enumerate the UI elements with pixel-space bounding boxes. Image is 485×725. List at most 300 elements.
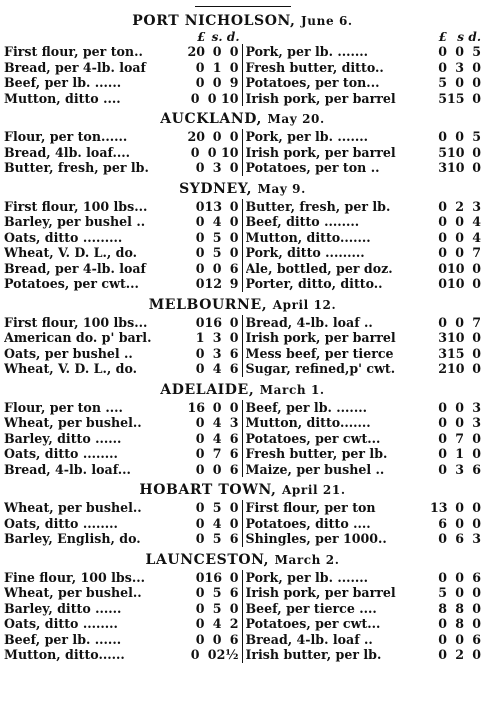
- commodity-label: Butter, fresh, per lb.: [245, 198, 391, 214]
- price-row: [4, 160, 239, 176]
- price-shillings: 0: [212, 631, 222, 647]
- price-shillings: 8: [455, 616, 464, 631]
- price-row: [246, 60, 482, 76]
- commodity-label: Beef, per lb. ......: [4, 75, 122, 90]
- section-place: HOBART TOWN,: [139, 482, 277, 498]
- commodity-label: Potatoes, per ton ..: [245, 160, 380, 175]
- price-shillings: 7: [455, 430, 464, 446]
- commodity-label: American do. p' barl.: [4, 330, 152, 345]
- price-pounds: 5: [438, 90, 447, 106]
- market-section: [4, 480, 481, 547]
- price-shillings: 15: [447, 90, 465, 106]
- price-row: [4, 570, 239, 586]
- price-row: [4, 145, 239, 161]
- price-shillings: 0: [455, 44, 464, 59]
- commodity-label: Beef, per lb. ......: [4, 631, 122, 647]
- price-pence: 0: [472, 59, 481, 75]
- price-column-left: [4, 570, 243, 663]
- price-pence: 0: [472, 500, 481, 515]
- price-pounds: 0: [195, 75, 205, 90]
- price-pounds: 0: [195, 569, 205, 585]
- commodity-label: Fresh butter, per lb.: [245, 446, 388, 461]
- commodity-label: Beef, per lb. .......: [245, 399, 367, 415]
- price-pounds: 0: [438, 430, 447, 446]
- price-pounds: 0: [195, 446, 205, 461]
- price-shillings: 0: [455, 631, 464, 647]
- commodity-label: Oats, ditto .........: [4, 229, 123, 245]
- price-pence: 0: [229, 160, 239, 175]
- section-date: April 12.: [272, 297, 337, 312]
- price-row: [246, 616, 482, 632]
- price-pence: 0: [472, 446, 481, 461]
- price-pounds: 20: [187, 44, 206, 59]
- price-column-right: [243, 570, 482, 663]
- price-column-left: [4, 44, 243, 106]
- price-pounds: 3: [438, 345, 447, 361]
- price-shillings: 4: [212, 515, 222, 531]
- price-row: [4, 616, 239, 632]
- price-shillings: 5: [212, 585, 222, 600]
- price-pence: 0: [229, 129, 239, 144]
- price-row: [4, 230, 239, 246]
- price-pence: 0: [472, 600, 481, 616]
- price-shillings: 0: [212, 44, 222, 59]
- price-pounds: 0: [190, 647, 200, 662]
- commodity-label: Bread, 4-lb. loaf ..: [245, 314, 373, 330]
- price-pence: 0: [472, 616, 481, 631]
- price-shillings: 0: [455, 229, 464, 245]
- price-row: [4, 531, 239, 547]
- price-rows: [4, 44, 481, 106]
- price-pence: 3: [472, 415, 481, 430]
- section-heading: [4, 380, 481, 400]
- price-pence: 2: [229, 616, 239, 631]
- price-column-right: [243, 400, 482, 478]
- price-column-left: [4, 129, 243, 176]
- price-row: [246, 91, 482, 107]
- price-pence: 6: [229, 531, 239, 546]
- price-pounds: 0: [195, 276, 205, 291]
- price-shillings: 0: [212, 129, 222, 144]
- commodity-label: Shingles, per 1000..: [245, 531, 387, 546]
- price-row: [4, 446, 239, 462]
- price-row: [4, 500, 239, 516]
- price-pence: 0: [229, 500, 239, 515]
- price-pence: 6: [229, 631, 239, 647]
- commodity-label: Barley, per bushel ..: [4, 214, 146, 229]
- price-shillings: 0: [207, 647, 217, 662]
- price-shillings: 10: [447, 330, 465, 345]
- units-left: [4, 31, 243, 44]
- price-row: [246, 531, 482, 547]
- commodity-label: Oats, ditto ........: [4, 515, 118, 531]
- section-heading: [4, 550, 481, 570]
- price-pounds: 16: [187, 399, 206, 415]
- price-row: [246, 462, 482, 478]
- price-pence: 0: [472, 260, 481, 276]
- price-pounds: 0: [195, 59, 205, 75]
- price-row: [246, 145, 482, 161]
- unit-pound: £: [438, 30, 447, 44]
- price-pence: 0: [472, 430, 481, 446]
- price-rows: [4, 199, 481, 292]
- price-shillings: 15: [447, 345, 465, 361]
- price-pounds: 0: [195, 229, 205, 245]
- units-right: [243, 31, 482, 44]
- price-pounds: 8: [438, 600, 447, 616]
- price-row: [246, 346, 482, 362]
- price-shillings: 5: [212, 229, 222, 245]
- market-section: [4, 11, 481, 106]
- price-row: [246, 516, 482, 532]
- section-place: PORT NICHOLSON,: [132, 13, 296, 29]
- commodity-label: Flour, per ton ....: [4, 399, 123, 415]
- price-pence: 0: [229, 600, 239, 616]
- price-shillings: 0: [455, 569, 464, 585]
- price-pence: 6: [229, 461, 239, 477]
- price-pounds: 0: [438, 276, 447, 291]
- price-row: [4, 415, 239, 431]
- commodity-label: Mess beef, per tierce: [245, 345, 394, 361]
- price-pounds: 0: [190, 90, 200, 106]
- commodity-label: Potatoes, per ton...: [245, 75, 380, 90]
- price-rows: [4, 129, 481, 176]
- commodity-label: Potatoes, per cwt...: [245, 616, 381, 631]
- price-rows: [4, 400, 481, 478]
- price-shillings: 3: [212, 345, 222, 361]
- price-shillings: 0: [207, 90, 217, 106]
- price-shillings: 16: [204, 314, 223, 330]
- price-row: [246, 500, 482, 516]
- commodity-label: Potatoes, per cwt...: [245, 430, 381, 446]
- commodity-label: Oats, ditto ........: [4, 446, 118, 461]
- price-shillings: 2: [455, 647, 464, 662]
- price-shillings: 10: [447, 361, 465, 376]
- commodity-label: Maize, per bushel ..: [245, 461, 385, 477]
- price-row: [4, 361, 239, 377]
- price-pounds: 0: [195, 345, 205, 361]
- price-pounds: 0: [195, 361, 205, 376]
- section-date: April 21.: [282, 483, 346, 497]
- price-row: [4, 315, 239, 331]
- price-shillings: 4: [212, 430, 222, 446]
- price-row: [246, 160, 482, 176]
- price-pence: 0: [229, 59, 239, 75]
- top-rule: [195, 6, 291, 7]
- price-shillings: 1: [455, 446, 464, 461]
- price-pounds: 0: [438, 245, 447, 260]
- unit-pence: d.: [468, 30, 481, 44]
- price-pounds: 0: [438, 616, 447, 631]
- price-shillings: 2: [455, 198, 464, 214]
- market-section: [4, 550, 481, 663]
- price-row: [246, 415, 482, 431]
- commodity-label: Irish pork, per barrel: [245, 90, 396, 106]
- price-row: [246, 647, 482, 663]
- commodity-label: Pork, per lb. .......: [245, 129, 369, 144]
- commodity-label: Fresh butter, ditto..: [245, 59, 384, 75]
- section-heading: [4, 295, 481, 315]
- price-pounds: 0: [438, 44, 447, 59]
- price-shillings: 4: [212, 616, 222, 631]
- price-pounds: 0: [195, 160, 205, 175]
- section-date: June 6.: [301, 14, 353, 28]
- price-pence: 2½: [216, 647, 239, 662]
- price-row: [4, 245, 239, 261]
- price-pence: 0: [229, 198, 239, 214]
- commodity-label: Irish pork, per barrel: [245, 144, 396, 160]
- price-pounds: 0: [190, 144, 200, 160]
- price-pence: 0: [472, 647, 481, 662]
- price-pence: 5: [472, 44, 481, 59]
- price-pounds: 1: [195, 330, 205, 345]
- price-column-right: [243, 500, 482, 547]
- price-row: [246, 276, 482, 292]
- price-pence: 0: [472, 75, 481, 90]
- price-pence: 0: [229, 399, 239, 415]
- section-place: MELBOURNE,: [148, 296, 268, 313]
- commodity-label: First flour, 100 lbs...: [4, 314, 148, 330]
- price-row: [246, 431, 482, 447]
- price-rows: [4, 500, 481, 547]
- price-pence: 9: [229, 75, 239, 90]
- price-pounds: 0: [438, 647, 447, 662]
- price-pounds: 0: [195, 616, 205, 631]
- market-section: [4, 109, 481, 176]
- price-shillings: 0: [455, 585, 464, 600]
- currency-units-header: [4, 31, 481, 44]
- commodity-label: Mutton, ditto.......: [245, 229, 371, 245]
- price-pence: 0: [229, 245, 239, 260]
- price-pence: 0: [472, 361, 481, 376]
- price-row: [4, 516, 239, 532]
- price-pounds: 0: [195, 515, 205, 531]
- price-shillings: 8: [455, 600, 464, 616]
- price-shillings: 10: [447, 276, 465, 291]
- price-shillings: 0: [212, 260, 222, 276]
- price-pounds: 2: [438, 361, 447, 376]
- price-shillings: 0: [455, 214, 464, 229]
- price-row: [4, 601, 239, 617]
- price-shillings: 5: [212, 500, 222, 515]
- price-pence: 0: [229, 314, 239, 330]
- price-shillings: 0: [455, 515, 464, 531]
- price-pence: 6: [472, 631, 481, 647]
- price-shillings: 0: [455, 500, 464, 515]
- price-pence: 6: [472, 461, 481, 477]
- commodity-label: Flour, per ton......: [4, 129, 128, 144]
- price-pounds: 0: [438, 446, 447, 461]
- commodity-label: Fine flour, 100 lbs...: [4, 569, 145, 585]
- price-shillings: 10: [447, 260, 465, 276]
- unit-shilling: s.: [211, 30, 223, 44]
- commodity-label: Wheat, per bushel..: [4, 585, 142, 600]
- unit-pound: £: [197, 30, 206, 44]
- price-column-right: [243, 199, 482, 292]
- commodity-label: Irish pork, per barrel: [245, 330, 396, 345]
- price-pounds: 0: [438, 59, 447, 75]
- section-place: ADELAIDE,: [160, 381, 255, 398]
- price-column-left: [4, 199, 243, 292]
- market-section: [4, 380, 481, 478]
- price-shillings: 0: [212, 399, 222, 415]
- price-row: [246, 400, 482, 416]
- price-row: [4, 91, 239, 107]
- commodity-label: First flour, per ton..: [4, 44, 143, 59]
- price-pence: 7: [472, 314, 481, 330]
- price-pounds: 0: [195, 585, 205, 600]
- price-column-right: [243, 44, 482, 106]
- price-row: [246, 214, 482, 230]
- units-spacer: [246, 31, 431, 44]
- price-shillings: 5: [212, 600, 222, 616]
- price-pence: 6: [229, 361, 239, 376]
- section-place: LAUNCESTON,: [145, 551, 270, 568]
- price-pounds: 0: [438, 129, 447, 144]
- commodity-label: First flour, 100 lbs...: [4, 198, 148, 214]
- price-column-left: [4, 500, 243, 547]
- price-pounds: 0: [195, 500, 205, 515]
- section-place: SYDNEY,: [179, 180, 253, 197]
- price-shillings: 12: [204, 276, 223, 291]
- price-pence: 5: [472, 129, 481, 144]
- price-pence: 7: [472, 245, 481, 260]
- price-row: [4, 647, 239, 663]
- commodity-label: Potatoes, per cwt...: [4, 276, 139, 291]
- price-pence: 0: [472, 345, 481, 361]
- market-section: [4, 295, 481, 377]
- price-pence: 6: [472, 569, 481, 585]
- price-pounds: 0: [438, 214, 447, 229]
- price-pence: 4: [472, 214, 481, 229]
- price-pence: 6: [229, 430, 239, 446]
- price-pounds: 0: [438, 415, 447, 430]
- commodity-label: Mutton, ditto......: [4, 647, 125, 662]
- price-pence: 4: [472, 229, 481, 245]
- price-row: [4, 632, 239, 648]
- price-pounds: 0: [195, 198, 205, 214]
- price-row: [4, 276, 239, 292]
- price-pence: 0: [472, 330, 481, 345]
- price-pounds: 3: [438, 160, 447, 175]
- price-pence: 6: [229, 260, 239, 276]
- price-row: [4, 44, 239, 60]
- price-pence: 6: [229, 345, 239, 361]
- price-shillings: 3: [455, 461, 464, 477]
- section-date: March 2.: [274, 552, 340, 567]
- unit-shilling: s: [457, 30, 464, 44]
- price-shillings: 0: [212, 461, 222, 477]
- price-shillings: 4: [212, 415, 222, 430]
- commodity-label: Bread, 4-lb. loaf ..: [245, 631, 373, 647]
- commodity-label: Irish pork, per barrel: [245, 585, 396, 600]
- price-row: [246, 361, 482, 377]
- commodity-label: Wheat, V. D. L., do.: [4, 245, 138, 260]
- commodity-label: Wheat, per bushel..: [4, 500, 142, 515]
- price-pounds: 20: [187, 129, 206, 144]
- price-row: [246, 129, 482, 145]
- price-pence: 10: [220, 90, 239, 106]
- market-section: [4, 179, 481, 292]
- price-row: [4, 346, 239, 362]
- price-shillings: 0: [455, 415, 464, 430]
- section-heading: [4, 179, 481, 199]
- commodity-label: Sugar, refined,p' cwt.: [245, 361, 396, 376]
- commodity-label: Pork, per lb. .......: [245, 569, 369, 585]
- price-row: [246, 44, 482, 60]
- commodity-label: Bread, per 4-lb. loaf: [4, 59, 146, 75]
- commodity-label: Wheat, per bushel..: [4, 415, 142, 430]
- price-shillings: 0: [212, 75, 222, 90]
- price-shillings: 0: [455, 314, 464, 330]
- price-shillings: 6: [455, 531, 464, 546]
- price-pence: 10: [220, 144, 239, 160]
- commodity-label: Potatoes, ditto ....: [245, 515, 371, 531]
- price-pence: 6: [229, 585, 239, 600]
- price-shillings: 0: [455, 75, 464, 90]
- commodity-label: Porter, ditto, ditto..: [245, 276, 383, 291]
- price-pence: 0: [472, 585, 481, 600]
- price-pounds: 6: [438, 515, 447, 531]
- price-row: [246, 330, 482, 346]
- price-shillings: 5: [212, 531, 222, 546]
- price-row: [4, 199, 239, 215]
- commodity-label: Barley, English, do.: [4, 531, 141, 546]
- price-pounds: 0: [438, 531, 447, 546]
- price-row: [246, 446, 482, 462]
- commodity-label: Pork, per lb. .......: [245, 44, 369, 59]
- price-row: [4, 585, 239, 601]
- price-row: [4, 330, 239, 346]
- price-pence: 3: [472, 198, 481, 214]
- price-pounds: 0: [438, 260, 447, 276]
- commodity-label: First flour, per ton: [245, 500, 376, 515]
- price-row: [4, 261, 239, 277]
- price-pounds: 0: [438, 229, 447, 245]
- price-pence: 0: [229, 515, 239, 531]
- price-shillings: 0: [455, 129, 464, 144]
- price-shillings: 4: [212, 361, 222, 376]
- price-pence: 3: [229, 415, 239, 430]
- price-row: [4, 60, 239, 76]
- commodity-label: Barley, ditto ......: [4, 600, 122, 616]
- price-row: [246, 230, 482, 246]
- price-pence: 0: [472, 160, 481, 175]
- price-shillings: 3: [455, 59, 464, 75]
- price-column-left: [4, 400, 243, 478]
- price-column-left: [4, 315, 243, 377]
- commodity-label: Oats, per bushel ..: [4, 345, 133, 361]
- price-shillings: 0: [207, 144, 217, 160]
- commodity-label: Oats, ditto ........: [4, 616, 118, 631]
- price-pounds: 13: [430, 500, 448, 515]
- price-column-right: [243, 129, 482, 176]
- price-shillings: 10: [447, 160, 465, 175]
- price-row: [246, 585, 482, 601]
- price-shillings: 5: [212, 245, 222, 260]
- commodity-label: Wheat, V. D. L., do.: [4, 361, 138, 376]
- section-heading: [4, 109, 481, 129]
- price-shillings: 13: [204, 198, 223, 214]
- section-place: AUCKLAND,: [160, 111, 263, 127]
- price-pounds: 0: [195, 461, 205, 477]
- commodity-label: Butter, fresh, per lb.: [4, 160, 149, 175]
- price-pounds: 0: [195, 245, 205, 260]
- price-row: [4, 129, 239, 145]
- price-pence: 0: [472, 90, 481, 106]
- unit-pence: d.: [226, 30, 240, 44]
- price-shillings: 1: [212, 59, 222, 75]
